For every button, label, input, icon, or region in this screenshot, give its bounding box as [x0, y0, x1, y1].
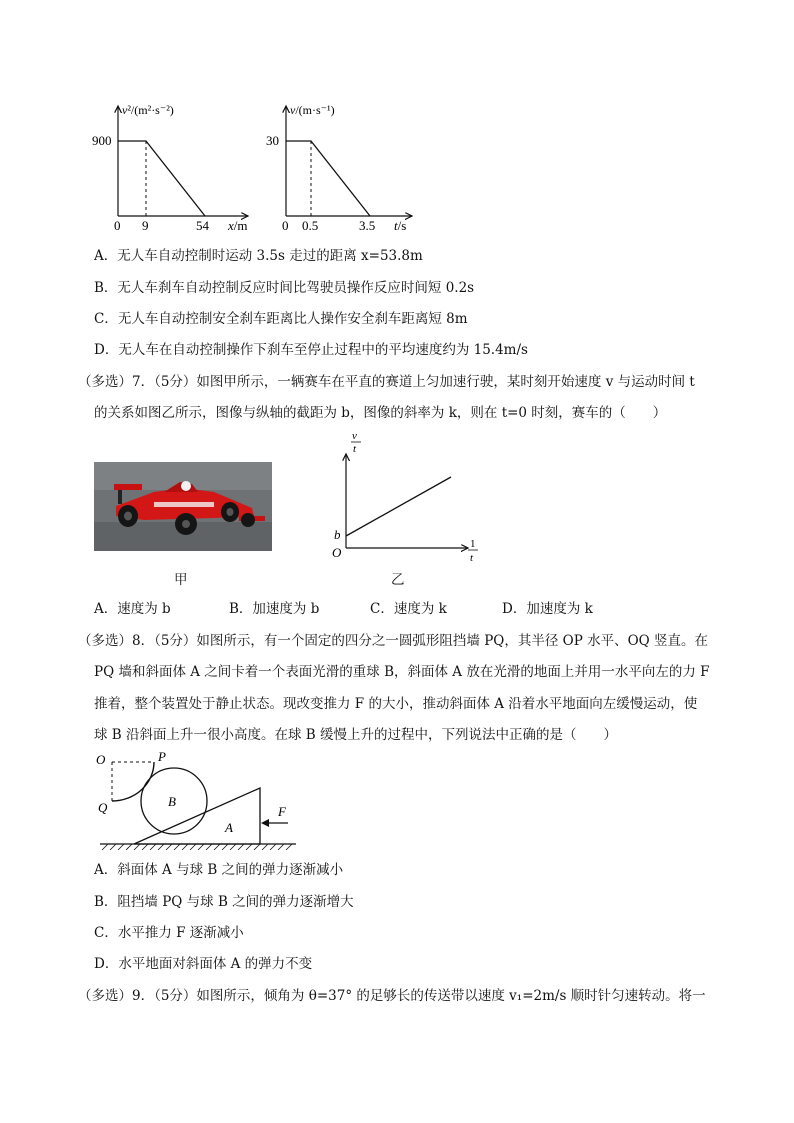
q9-stem-line-1: （多选）9．（5分）如图所示，倾角为 θ=37° 的足够长的传送带以速度 v₁=2m/s 顺时针匀速转动。将一: [78, 988, 706, 1004]
y-axis-label: v²/(m²·s⁻²): [122, 103, 174, 117]
x-axis-label: x/m: [228, 218, 248, 233]
q7-caption-jia: 甲: [174, 572, 188, 588]
x-tick-54: 54: [196, 218, 209, 233]
label-a: A: [225, 820, 233, 835]
q7-option-c: C．速度为 k: [370, 601, 447, 617]
y-label-denominator: t: [353, 443, 357, 455]
v-over-t-graph: [326, 428, 486, 568]
q7-option-a: A．速度为 b: [94, 601, 171, 617]
v-t-graph: [262, 98, 422, 236]
q8-stem-line-3: 推着，整个装置处于静止状态。现改变推力 F 的大小，推动斜面体 A 沿着水平地面向左缓慢运动，使: [94, 696, 698, 712]
x-tick-0-5: 0.5: [302, 218, 319, 233]
label-q: Q: [98, 800, 108, 815]
x-tick-0: 0: [114, 218, 121, 233]
x-axis-label: t/s: [394, 218, 407, 233]
label-b: B: [168, 794, 176, 809]
x-tick-9: 9: [142, 218, 149, 233]
v2-x-graph: [88, 98, 258, 236]
y-label-numerator: v: [352, 430, 357, 442]
q7-option-b: B．加速度为 b: [229, 601, 320, 617]
v2-x-curve: [118, 141, 205, 216]
intercept-label: b: [334, 527, 341, 542]
q7-option-d: D．加速度为 k: [502, 601, 593, 617]
race-car-photo: [94, 462, 272, 551]
x-tick-0: 0: [282, 218, 289, 233]
x-label-numerator: 1: [470, 538, 476, 550]
q8-stem-line-2: PQ 墙和斜面体 A 之间卡着一个表面光滑的重球 B，斜面体 A 放在光滑的地面上并用一水平向左的力 F: [94, 664, 710, 680]
q6-option-d: D．无人车在自动控制操作下刹车至停止过程中的平均速度约为 15.4m/s: [94, 342, 528, 358]
label-o: O: [96, 752, 106, 767]
v-t-curve: [286, 141, 370, 216]
q8-option-c: C．水平推力 F 逐渐减小: [94, 925, 244, 941]
origin-label: O: [332, 545, 342, 560]
q7-stem-line-1: （多选）7．（5分）如图甲所示，一辆赛车在平直的赛道上匀加速行驶，某时刻开始速度 v 与运动时间 t: [78, 374, 695, 390]
y-axis-label: v/(m·s⁻¹): [290, 103, 335, 117]
linear-graph-line: [346, 477, 451, 536]
q8-option-d: D．水平地面对斜面体 A 的弹力不变: [94, 956, 313, 972]
label-p: P: [158, 749, 166, 764]
q8-wall-ball-wedge-diagram: [92, 748, 302, 854]
q8-option-a: A．斜面体 A 与球 B 之间的弹力逐渐减小: [94, 862, 344, 878]
y-tick-label: 900: [92, 133, 112, 148]
x-label-denominator: t: [470, 552, 474, 564]
x-tick-3-5: 3.5: [359, 218, 376, 233]
q7-stem-line-2: 的关系如图乙所示，图像与纵轴的截距为 b，图像的斜率为 k，则在 t=0 时刻，赛车的（ ）: [94, 405, 667, 421]
y-tick-label: 30: [266, 133, 279, 148]
q8-option-b: B．阻挡墙 PQ 与球 B 之间的弹力逐渐增大: [94, 894, 354, 910]
q8-stem-line-4: 球 B 沿斜面上升一很小高度。在球 B 缓慢上升的过程中，下列说法中正确的是（ ）: [94, 727, 618, 743]
label-f: F: [278, 804, 286, 819]
q7-caption-yi: 乙: [391, 572, 405, 588]
q6-option-b: B．无人车刹车自动控制反应时间比驾驶员操作反应时间短 0.2s: [94, 280, 475, 296]
force-f-arrowhead: [261, 819, 269, 827]
q6-option-c: C．无人车自动控制安全刹车距离比人操作安全刹车距离短 8m: [94, 311, 468, 327]
q6-option-a: A．无人车自动控制时运动 3.5s 走过的距离 x=53.8m: [94, 248, 423, 264]
ground-hatching: [102, 844, 292, 850]
q8-stem-line-1: （多选）8．（5分）如图所示，有一个固定的四分之一圆弧形阻挡墙 PQ，其半径 OP 水平、OQ 竖直。在: [78, 633, 709, 649]
wedge-a: [134, 788, 260, 844]
race-car-illustration: [94, 462, 272, 551]
